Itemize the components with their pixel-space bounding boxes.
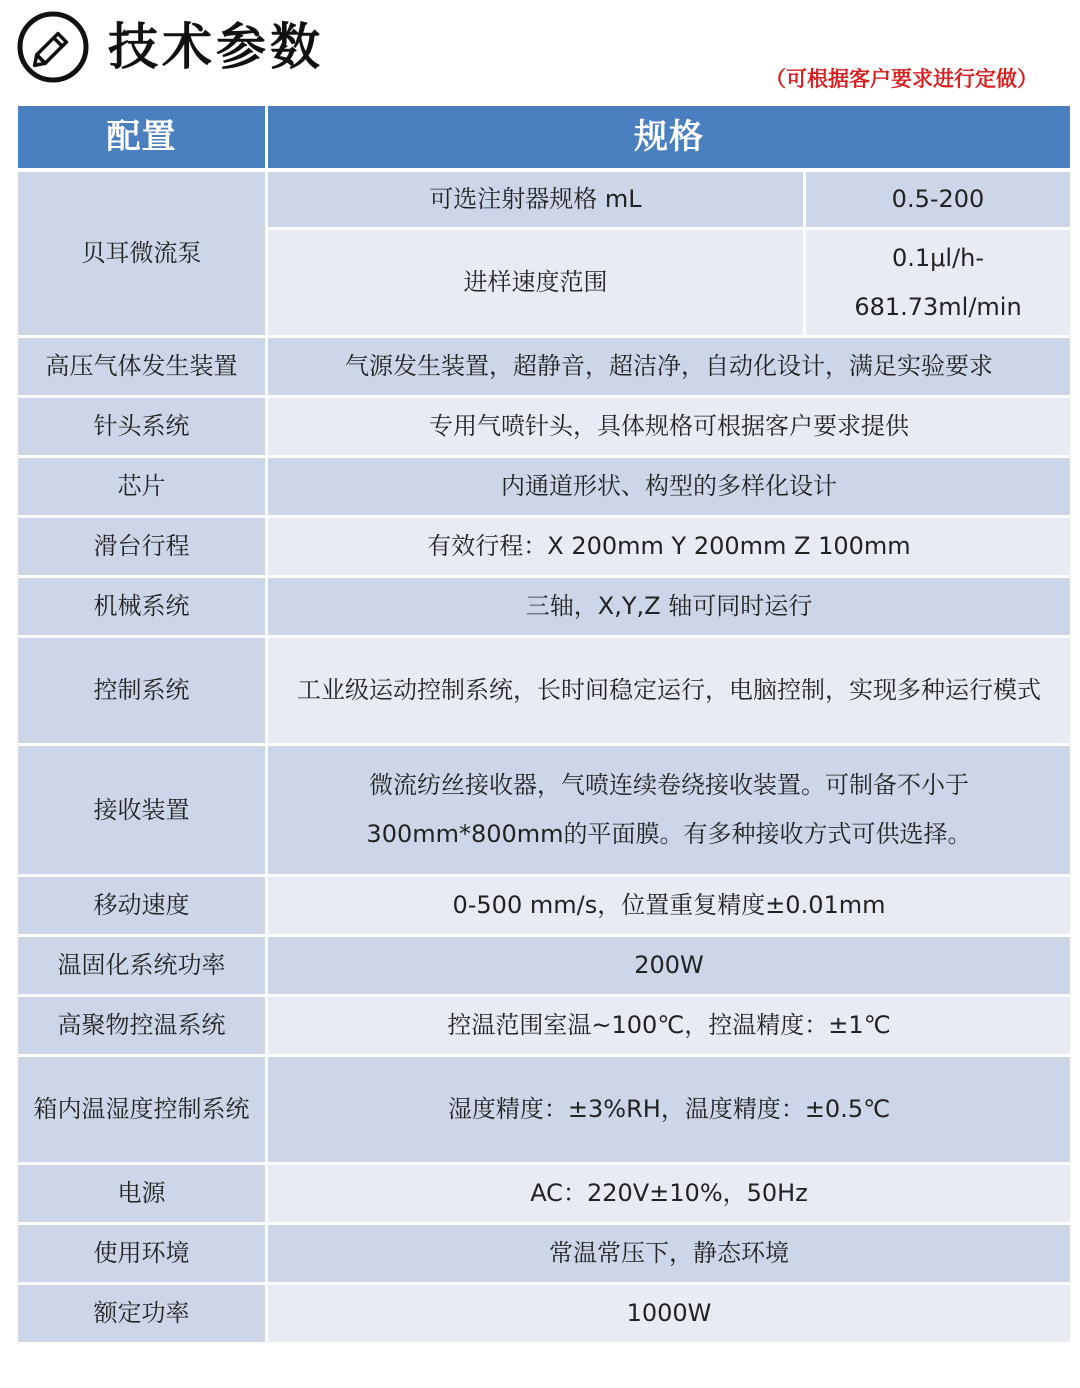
row-spec: 200W — [268, 937, 1070, 997]
header-spec: 规格 — [268, 106, 1070, 172]
row-spec: 湿度精度：±3%RH，温度精度：±0.5℃ — [268, 1057, 1070, 1165]
pump-sub-value: 0.5-200 — [806, 172, 1070, 230]
table-row — [18, 398, 1070, 458]
row-config: 高压气体发生装置 — [18, 338, 268, 398]
page-header — [0, 0, 1080, 100]
row-config: 电源 — [18, 1165, 268, 1225]
row-config: 温固化系统功率 — [18, 937, 268, 997]
table-header-row — [18, 106, 1070, 172]
table-row — [18, 172, 1070, 230]
pump-sub-name: 进样速度范围 — [268, 230, 806, 338]
table-row — [18, 518, 1070, 578]
table-row — [18, 746, 1070, 877]
row-spec: 专用气喷针头，具体规格可根据客户要求提供 — [268, 398, 1070, 458]
row-spec: 控温范围室温~100℃，控温精度：±1℃ — [268, 997, 1070, 1057]
table-row — [18, 1225, 1070, 1285]
table-row — [18, 1057, 1070, 1165]
spec-table — [18, 106, 1070, 1345]
table-row — [18, 1285, 1070, 1345]
table-row — [18, 937, 1070, 997]
row-spec: 三轴，X,Y,Z 轴可同时运行 — [268, 578, 1070, 638]
row-spec: 气源发生装置，超静音，超洁净，自动化设计，满足实验要求 — [268, 338, 1070, 398]
page-title: 技术参数 — [108, 17, 324, 76]
row-config: 使用环境 — [18, 1225, 268, 1285]
row-spec: 0-500 mm/s，位置重复精度±0.01mm — [268, 877, 1070, 937]
table-row — [18, 458, 1070, 518]
table-row — [18, 578, 1070, 638]
table-row — [18, 338, 1070, 398]
pump-sub-name: 可选注射器规格 mL — [268, 172, 806, 230]
row-spec: 有效行程：X 200mm Y 200mm Z 100mm — [268, 518, 1070, 578]
header-config: 配置 — [18, 106, 268, 172]
row-config: 滑台行程 — [18, 518, 268, 578]
row-config: 额定功率 — [18, 1285, 268, 1345]
pump-sub-value: 0.1μl/h-681.73ml/min — [806, 230, 1070, 338]
row-config: 箱内温湿度控制系统 — [18, 1057, 268, 1165]
row-spec: 1000W — [268, 1285, 1070, 1345]
row-spec: 工业级运动控制系统，长时间稳定运行，电脑控制，实现多种运行模式 — [268, 638, 1070, 746]
row-config: 控制系统 — [18, 638, 268, 746]
row-spec: 微流纺丝接收器，气喷连续卷绕接收装置。可制备不小于300mm*800mm的平面膜。有多种接收方式可供选择。 — [268, 746, 1070, 877]
table-row — [18, 997, 1070, 1057]
table-row — [18, 1165, 1070, 1225]
row-config: 贝耳微流泵 — [18, 172, 268, 338]
pencil-icon — [16, 10, 90, 84]
row-spec: 常温常压下，静态环境 — [268, 1225, 1070, 1285]
row-config: 高聚物控温系统 — [18, 997, 268, 1057]
row-spec: AC：220V±10%，50Hz — [268, 1165, 1070, 1225]
row-config: 机械系统 — [18, 578, 268, 638]
row-config: 芯片 — [18, 458, 268, 518]
row-config: 接收装置 — [18, 746, 268, 877]
table-row — [18, 638, 1070, 746]
customization-note: （可根据客户要求进行定做） — [765, 66, 1038, 91]
row-config: 移动速度 — [18, 877, 268, 937]
table-row — [18, 877, 1070, 937]
row-config: 针头系统 — [18, 398, 268, 458]
row-spec: 内通道形状、构型的多样化设计 — [268, 458, 1070, 518]
